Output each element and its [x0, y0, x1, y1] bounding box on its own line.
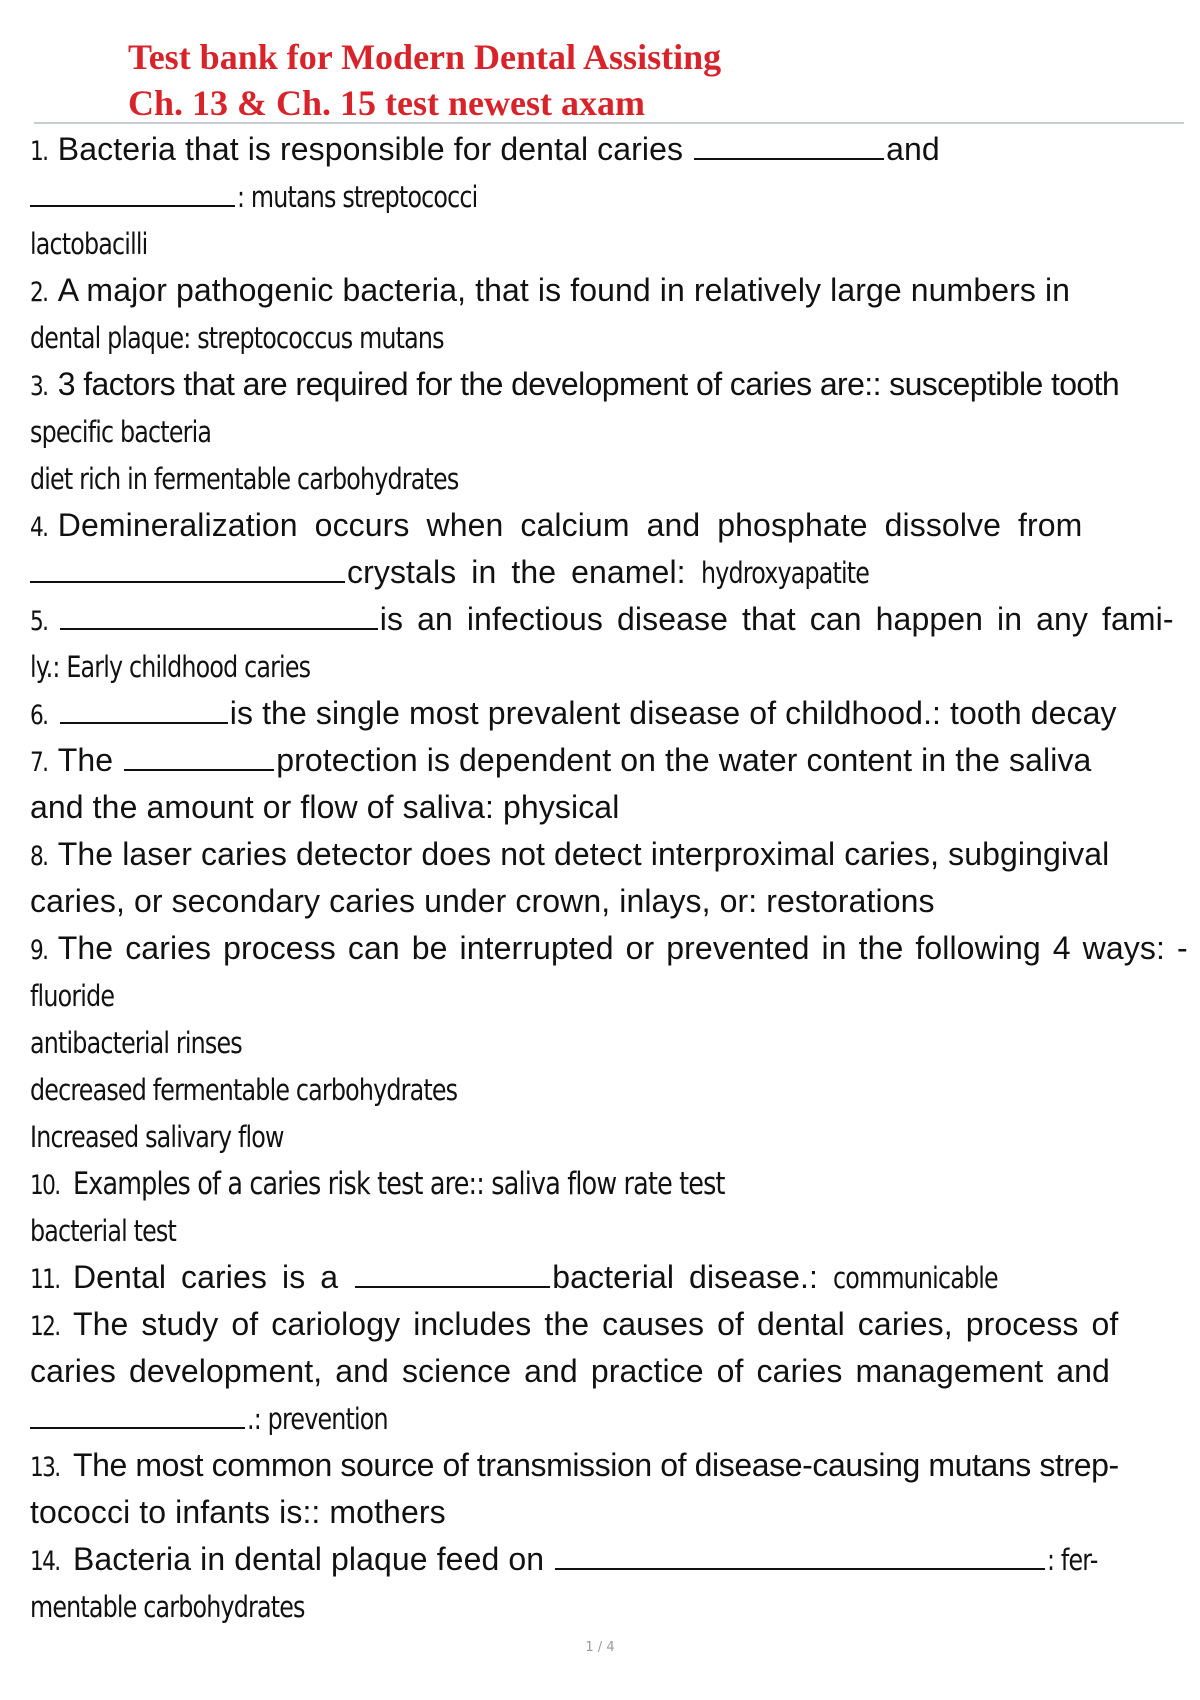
answer-text: fluoride [30, 979, 115, 1013]
title-divider [34, 122, 1184, 124]
question-text: Examples of a caries risk test are:: saliva flow rate test [72, 1166, 725, 1202]
question-text: The study of cariology includes the causes of dental caries, process of [72, 1306, 1119, 1342]
question-12-line-1 [30, 1301, 1180, 1348]
question-13-line-2 [30, 1489, 1180, 1536]
answer-text: communicable [833, 1261, 998, 1295]
question-number: 8. [30, 841, 48, 872]
answer-blank [60, 692, 228, 724]
question-2-line-2 [30, 314, 1180, 361]
answer-text: hydroxyapatite [700, 556, 869, 590]
question-text: and the amount or flow of saliva: physical [30, 789, 620, 825]
answer-text: Increased salivary flow [30, 1120, 284, 1154]
question-11-line-1 [30, 1254, 1180, 1301]
answer-text: lactobacilli [30, 227, 148, 261]
question-8-line-1 [30, 831, 1180, 878]
question-9-line-5 [30, 1113, 1180, 1160]
title-line-1: Test bank for Modern Dental Assisting [128, 37, 722, 77]
question-text: The most common source of transmission of disease-causing mutans strep- [72, 1447, 1119, 1483]
question-5-line-2 [30, 643, 1180, 690]
answer-text: diet rich in fermentable carbohydrates [30, 462, 459, 496]
question-1-line-3 [30, 220, 1180, 267]
question-text: tococci to infants is:: mothers [30, 1494, 446, 1530]
answer-blank [30, 1397, 245, 1429]
question-number: 14. [30, 1546, 60, 1577]
answer-blank [355, 1256, 550, 1288]
question-number: 5. [30, 606, 48, 637]
question-text: The laser caries detector does not detect interproximal caries, subgingival [57, 836, 1110, 872]
question-10-line-1 [30, 1160, 1180, 1207]
question-number: 10. [30, 1170, 60, 1201]
question-9-line-2 [30, 972, 1180, 1019]
question-1-line-1 [30, 126, 1180, 173]
question-text: and [886, 131, 940, 167]
question-number: 3. [30, 371, 48, 402]
question-number: 1. [30, 136, 48, 167]
question-3-line-1 [30, 361, 1180, 408]
question-number: 12. [30, 1311, 60, 1342]
question-text: caries development, and science and practice of caries management and [30, 1353, 1110, 1389]
question-text: The caries process can be interrupted or prevented in the following 4 ways: - [57, 930, 1188, 966]
answer-blank [30, 551, 345, 583]
answer-blank [60, 598, 378, 630]
question-3-line-2 [30, 408, 1180, 455]
question-text: is an infectious disease that can happen in any fami- [379, 601, 1174, 637]
answer-text: : mutans streptococci [237, 180, 478, 214]
question-text: bacterial disease.: [552, 1259, 819, 1295]
question-12-line-2 [30, 1348, 1180, 1395]
question-7-line-1 [30, 737, 1180, 784]
answer-text: antibacterial rinses [30, 1026, 242, 1060]
question-text: Demineralization occurs when calcium and phosphate dissolve from [57, 507, 1083, 543]
question-text: 3 factors that are required for the development of caries are:: susceptible tooth [57, 366, 1120, 402]
answer-text: : fer- [1047, 1543, 1098, 1577]
answer-blank [694, 128, 884, 160]
question-7-line-2 [30, 784, 1180, 831]
question-number: 7. [30, 747, 48, 778]
question-3-line-3 [30, 455, 1180, 502]
answer-text: specific bacteria [30, 415, 212, 449]
question-10-line-2 [30, 1207, 1180, 1254]
question-text: crystals in the enamel: [347, 554, 686, 590]
question-4-line-2 [30, 549, 1180, 596]
question-number: 13. [30, 1452, 60, 1483]
question-9-line-1 [30, 925, 1188, 972]
question-6-line-1 [30, 690, 1180, 737]
question-14-line-1 [30, 1536, 1180, 1583]
question-14-line-2 [30, 1583, 1180, 1630]
answer-blank [124, 739, 274, 771]
question-number: 6. [30, 700, 48, 731]
question-number: 9. [30, 935, 48, 966]
question-list [30, 126, 1188, 1630]
question-number: 4. [30, 512, 48, 543]
answer-blank [555, 1538, 1045, 1570]
question-8-line-2 [30, 878, 1180, 925]
page-indicator: 1 / 4 [585, 1640, 615, 1655]
question-2-line-1 [30, 267, 1180, 314]
question-13-line-1 [30, 1442, 1180, 1489]
question-text: A major pathogenic bacteria, that is found in relatively large numbers in [57, 272, 1071, 308]
question-9-line-3 [30, 1019, 1180, 1066]
question-9-line-4 [30, 1066, 1180, 1113]
answer-text: dental plaque: streptococcus mutans [30, 321, 444, 355]
answer-text: decreased fermentable carbohydrates [30, 1073, 458, 1107]
question-text: Dental caries is a [72, 1259, 339, 1295]
question-4-line-1 [30, 502, 1180, 549]
answer-text: bacterial test [30, 1214, 177, 1248]
question-number: 2. [30, 277, 48, 308]
answer-blank [30, 175, 235, 207]
question-text: The [57, 742, 114, 778]
answer-text: mentable carbohydrates [30, 1590, 305, 1624]
question-12-line-3 [30, 1395, 1180, 1442]
document-title [128, 34, 721, 126]
question-text: is the single most prevalent disease of childhood.: tooth decay [229, 695, 1117, 731]
question-text: Bacteria that is responsible for dental caries [57, 131, 684, 167]
answer-text: ly.: Early childhood caries [30, 650, 311, 684]
title-line-2: Ch. 13 & Ch. 15 test newest axam [128, 83, 645, 123]
question-text: Bacteria in dental plaque feed on [72, 1541, 545, 1577]
answer-text: .: prevention [247, 1402, 388, 1436]
question-5-line-1 [30, 596, 1180, 643]
question-text: caries, or secondary caries under crown, inlays, or: restorations [30, 883, 935, 919]
question-text: protection is dependent on the water content in the saliva [276, 742, 1092, 778]
question-number: 11. [30, 1264, 60, 1295]
question-1-line-2 [30, 173, 1180, 220]
